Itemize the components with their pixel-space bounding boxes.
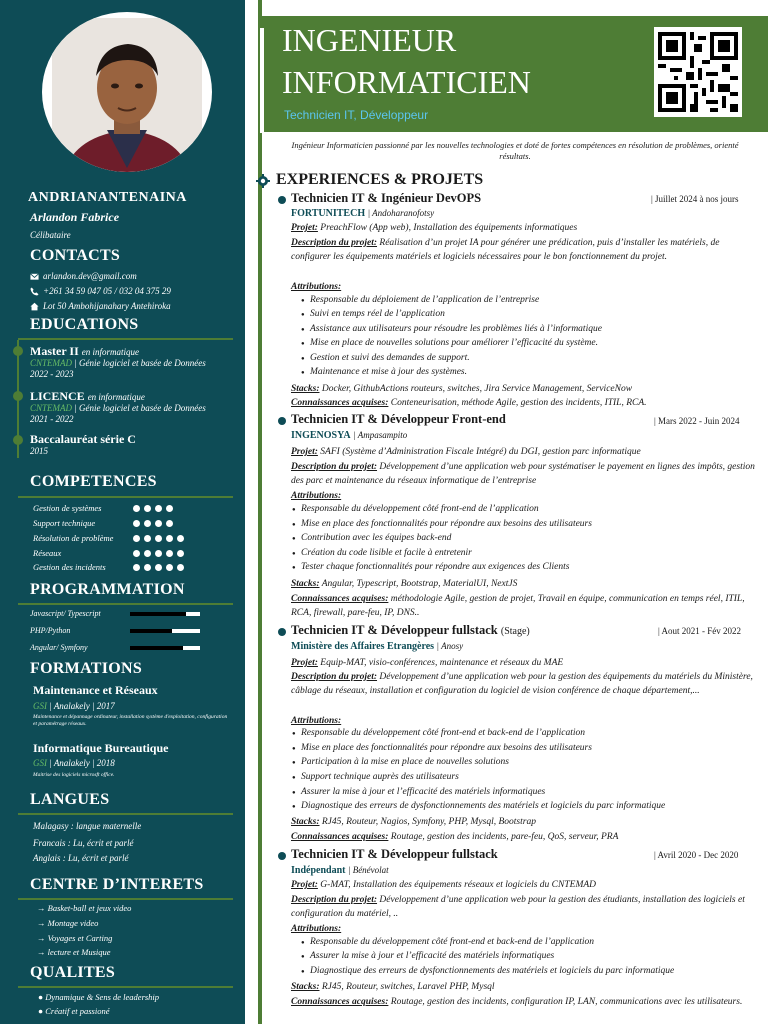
attribution-item: ● Assurer la mise à jour et l’efficacité des matériels informatiques [301, 787, 761, 797]
attribution-item: ● Responsable du déploiement de l’application de l’entreprise [310, 295, 768, 305]
gear-icon [256, 174, 270, 188]
interest-item: → Voyages et Carting [37, 933, 113, 943]
job-knowledge: Connaissances acquises: Routage, gestion des incidents, configuration IP, LAN, communications avec les utilisateurs. [291, 997, 743, 1007]
job-title: Technicien IT & Développeur fullstack [291, 847, 498, 861]
education-title: LICENCE en informatique [30, 389, 145, 403]
programmation-heading: PROGRAMMATION [30, 581, 185, 598]
person-photo-image [52, 18, 202, 172]
qualites-heading: QUALITES [30, 964, 116, 981]
interest-item: → Montage video [37, 918, 99, 928]
job-date: | Mars 2022 - Juin 2024 [654, 416, 740, 426]
attribution-item: ● Assurer la mise à jour et l’efficacité des matériels informatiques [310, 951, 768, 961]
formation-title: Maintenance et Réseaux [33, 683, 158, 697]
skill-level-dots [133, 520, 173, 527]
attribution-item: ● Gestion et suivi des demandes de support. [310, 353, 768, 363]
job-title-line2: INFORMATICIEN [282, 64, 531, 100]
attribution-item: ● Diagnostique des erreurs de dysfonctionnements des matériels et logiciels du parc informatique [301, 801, 761, 811]
education-title: Baccalauréat série C [30, 432, 136, 446]
language-item: Francais : Lu, écrit et parlé [33, 838, 134, 848]
interest-item: → Basket-ball et jeux video [37, 903, 132, 913]
job-description: Description du projet: Développement d’une application web pour systématiser le payement en lignes des impôts, gestion des parc et maintenance du réseaux informatique de l’entreprise [291, 462, 755, 486]
attribution-item: ● Tester chaque fonctionnalités pour répondre aux exigences des Clients [301, 562, 761, 572]
language-item: Anglais : Lu, écrit et parlé [33, 853, 129, 863]
email-text: arlandon.dev@gmail.com [43, 271, 137, 281]
job-knowledge: Connaissances acquises: Conteneurisation, méthode Agile, gestion des incidents, ITIL, RCA. [291, 398, 647, 408]
phone-row [30, 286, 171, 296]
job-description: Description du projet: Développement d’une application web pour la gestion des équipements du matériels du Ministère, câblage du réseaux, installation et configuration du logiciel de vision conférence de chaque département,... [291, 672, 753, 696]
education-years: 2015 [30, 446, 48, 456]
job-knowledge: Connaissances acquises: Routage, gestion des incidents, pare-feu, QoS, serveur, PRA [291, 832, 619, 842]
programming-label: PHP/Python [30, 626, 71, 635]
experiences-heading: EXPERIENCES & PROJETS [276, 171, 484, 188]
job-company: Indépendant | Bénévolat [291, 865, 389, 876]
email-row[interactable] [30, 271, 137, 281]
job-project: Projet: SAFI (Système d’Administration Fiscale Intégré) du DGI, gestion parc informatique [291, 447, 641, 457]
formations-heading: FORMATIONS [30, 660, 143, 677]
education-detail: CNTEMAD | Génie logiciel et basée de Données [30, 358, 206, 368]
job-stacks: Stacks: Docker, GithubActions routeurs, switches, Jira Service Management, ServiceNow [291, 384, 633, 394]
attribution-item: ● Création du code lisible et facile à entretenir [301, 548, 761, 558]
attribution-item: ● Participation à la mise en place de nouvelles solutions [301, 757, 761, 767]
interets-heading: CENTRE D’INTERETS [30, 876, 204, 893]
last-name: ANDRIANANTENAINA [28, 190, 187, 205]
job-title-line1: INGENIEUR [282, 22, 457, 58]
phone-icon [30, 287, 39, 296]
job-date: | Avril 2020 - Dec 2020 [654, 850, 739, 860]
education-detail: CNTEMAD | Génie logiciel et basée de Données [30, 403, 206, 413]
job-date: | Juillet 2024 à nos jours [651, 194, 739, 204]
intro-summary: Ingénieur Informaticien passionné par les nouvelles technologies et doté de fortes compétences en résolution de problèmes, orienté résultats. [291, 140, 739, 162]
first-name: Arlandon Fabrice [30, 210, 120, 224]
attributions-label: Attributions: [291, 491, 342, 501]
attributions-label: Attributions: [291, 716, 342, 726]
attribution-item: ● Diagnostique des erreurs de dysfonctionnements des matériels et logiciels du parc informatique [310, 966, 768, 976]
job-date: | Aout 2021 - Fév 2022 [658, 626, 742, 636]
attribution-item: ● Mise en place de nouvelles solutions pour améliorer l’efficacité du système. [310, 338, 768, 348]
formation-description: Maintenance et dépannage ordinateur, installation système d'exploitation, configuration et paramétrage réseaux. [33, 714, 228, 728]
formation-org: GSI | Analakely | 2017 [33, 701, 115, 711]
phone-text: +261 34 59 047 05 / 032 04 375 29 [43, 286, 171, 296]
education-heading: EDUCATIONS [30, 316, 139, 333]
skill-label: Gestion de systèmes [33, 503, 102, 513]
interest-item: → lecture et Musique [37, 947, 111, 957]
attribution-item: ● Maintenance et mise à jour des systèmes. [310, 367, 768, 377]
job-title: Technicien IT & Développeur Front-end [291, 412, 506, 426]
attributions-label: Attributions: [291, 282, 342, 292]
attribution-item: ● Suivi en temps réel de l’application [310, 309, 768, 319]
programmation-divider [18, 603, 233, 605]
job-bullet [278, 196, 286, 204]
skill-level-dots [133, 564, 184, 571]
quality-item: ● Créatif et passioné [38, 1006, 110, 1016]
attribution-item: ● Contribution avec les équipes back-end [301, 533, 761, 543]
formation-description: Maitrise des logiciels microsft office. [33, 772, 115, 778]
attribution-item: ● Responsable du développement côté front-end et back-end de l’application [301, 728, 761, 738]
quality-item: ● Dynamique & Sens de leadership [38, 992, 160, 1002]
job-title: Technicien IT & Ingénieur DevOPS [291, 191, 482, 205]
job-project: Projet: PreachFlow (App web), Installation des équipements informatiques [291, 223, 578, 233]
programming-level-bar [130, 612, 200, 616]
job-company: INGENOSYA | Ampasampito [291, 430, 408, 441]
marital-status: Célibataire [30, 230, 71, 240]
profile-photo [42, 12, 212, 172]
attribution-item: ● Mise en place des fonctionnalités pour répondre aux besoins des utilisateurs [301, 519, 761, 529]
education-years: 2021 - 2022 [30, 414, 74, 424]
address-row [30, 301, 171, 311]
job-stacks: Stacks: RJ45, Routeur, switches, Laravel PHP, Mysql [291, 982, 495, 992]
banner-accent-bar [260, 28, 264, 133]
job-stacks: Stacks: Angular, Typescript, Bootstrap, MaterialUI, NextJS [291, 579, 518, 589]
job-title: Technicien IT & Développeur fullstack (Stage) [291, 623, 530, 637]
langues-divider [18, 813, 233, 815]
skill-label: Support technique [33, 518, 96, 528]
attribution-item: ● Responsable du développement côté front-end de l’application [301, 504, 761, 514]
langues-heading: LANGUES [30, 791, 110, 808]
job-bullet [278, 417, 286, 425]
attributions-label: Attributions: [291, 924, 342, 934]
job-knowledge: Connaissances acquises: méthodologie Agile, gestion de projet, Travail en équipe, communication en temps réel, ITIL, RCA, firewall, pare-feu, IP, DNS.. [291, 594, 745, 618]
education-divider [18, 338, 233, 340]
job-stacks: Stacks: RJ45, Routeur, Nagios, Symfony, PHP, Mysql, Bootstrap [291, 817, 536, 827]
programming-label: Javascript/ Typescript [30, 609, 101, 618]
competences-heading: COMPETENCES [30, 473, 157, 490]
job-project: Projet: G-MAT, Installation des équipements réseaux et logiciels du CNTEMAD [291, 880, 597, 890]
sidebar [0, 0, 245, 1024]
formation-title: Informatique Bureautique [33, 741, 169, 755]
timeline-dot [13, 435, 23, 445]
job-bullet [278, 852, 286, 860]
language-item: Malagasy : langue maternelle [33, 821, 142, 831]
timeline-dot [13, 391, 23, 401]
attribution-item: ● Support technique auprès des utilisateurs [301, 772, 761, 782]
attribution-item: ● Responsable du développement côté front-end et back-end de l’application [310, 937, 768, 947]
qualites-divider [18, 986, 233, 988]
home-icon [30, 302, 39, 311]
job-description: Description du projet: Développement d’une application web pour la gestion des étudiants, installation des logiciels et configuration du matériel, .. [291, 895, 745, 919]
sidebar-divider [245, 0, 262, 1024]
programming-level-bar [130, 646, 200, 650]
skill-label: Gestion des incidents [33, 562, 106, 572]
programming-label: Angular/ Symfony [30, 643, 88, 652]
interets-divider [18, 898, 233, 900]
skill-label: Résolution de problème [33, 533, 114, 543]
attribution-item: ● Assistance aux utilisateurs pour résoudre les problèmes liés à l’informatique [310, 324, 768, 334]
contacts-heading: CONTACTS [30, 247, 121, 264]
programming-level-bar [130, 629, 200, 633]
job-bullet [278, 628, 286, 636]
education-title: Master II en informatique [30, 344, 140, 358]
qr-code-icon[interactable] [654, 27, 742, 117]
timeline-dot [13, 346, 23, 356]
job-subtitle: Technicien IT, Développeur [284, 108, 429, 122]
competences-divider [18, 496, 233, 498]
job-description: Description du projet: Réalisation d’un projet IA pour générer une prédication, puis d’installer les matériels, de configurer les équipements matériels et logiciels nécessaires pour le bon fonctionnement du projet. [291, 238, 720, 262]
job-company: Ministère des Affaires Etrangères | Anosy [291, 641, 464, 652]
mail-icon [30, 272, 39, 281]
job-company: FORTUNITECH | Andoharanofotsy [291, 208, 435, 219]
formation-org: GSI | Analakely | 2018 [33, 758, 115, 768]
address-text: Lot 50 Ambohijanahary Antehiroka [43, 301, 171, 311]
skill-level-dots [133, 550, 184, 557]
skill-level-dots [133, 505, 173, 512]
education-years: 2022 - 2023 [30, 369, 74, 379]
attribution-item: ● Mise en place des fonctionnalités pour répondre aux besoins des utilisateurs [301, 743, 761, 753]
skill-level-dots [133, 535, 184, 542]
job-project: Projet: Equip-MAT, visio-conférences, maintenance et réseaux du MAE [291, 658, 564, 668]
skill-label: Réseaux [33, 548, 62, 558]
